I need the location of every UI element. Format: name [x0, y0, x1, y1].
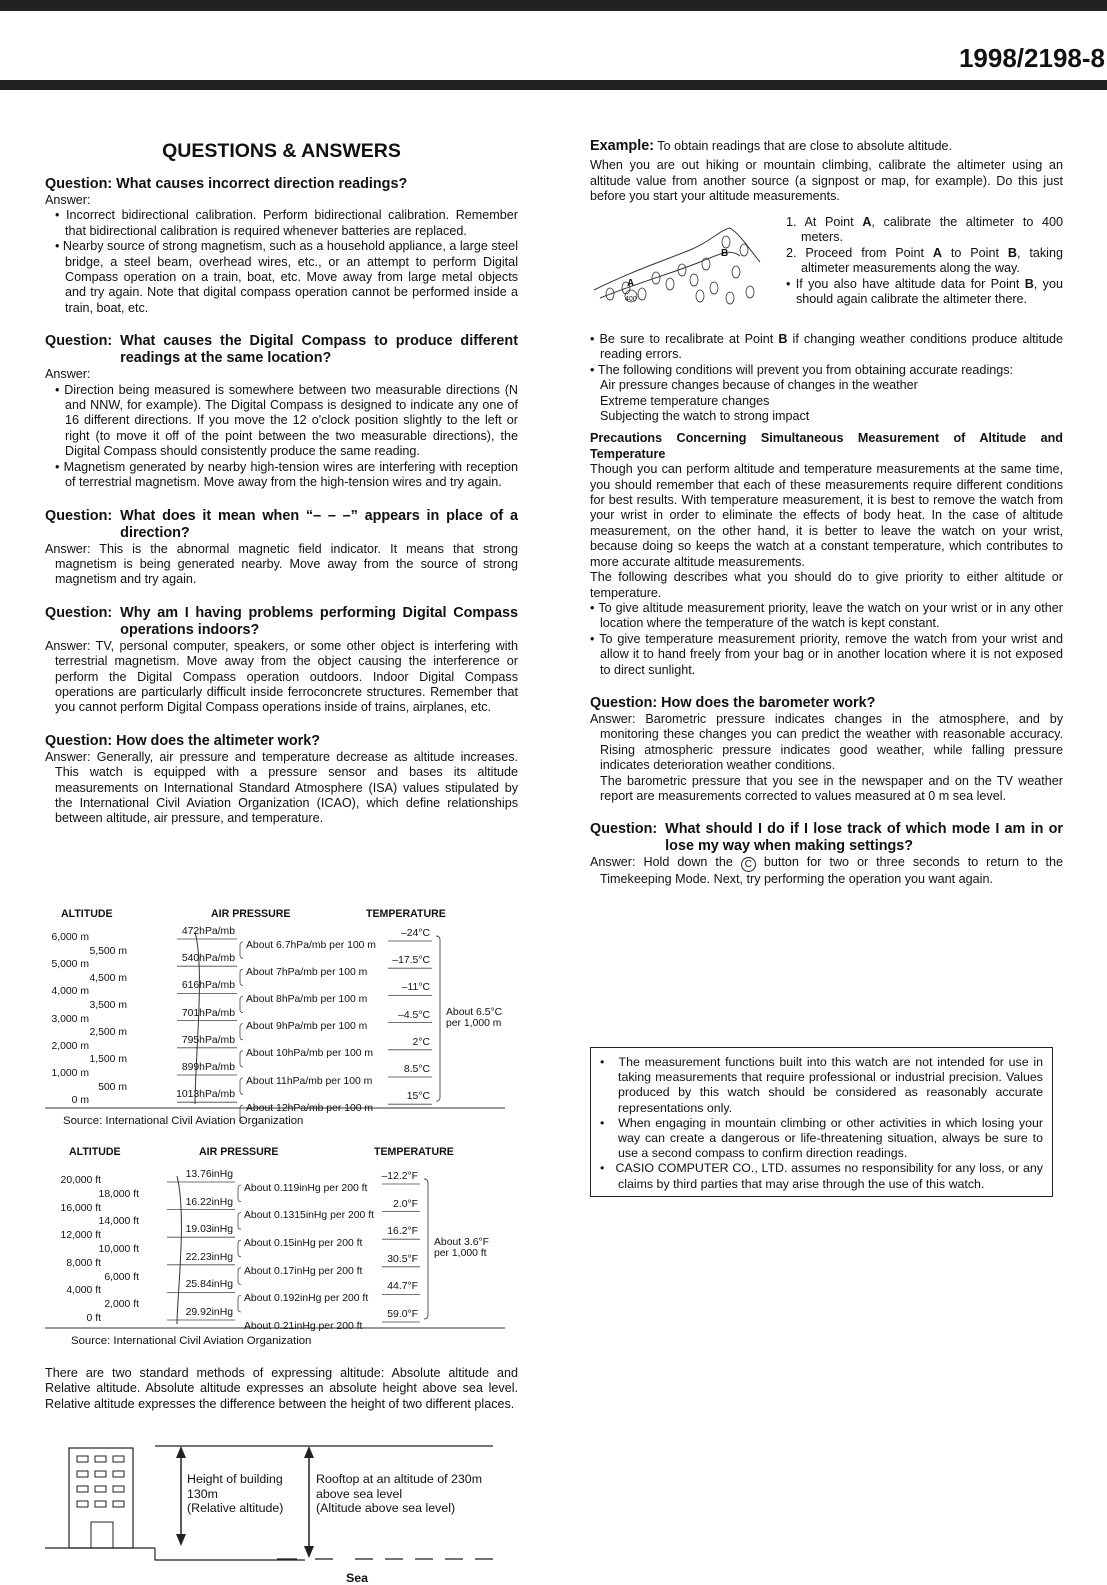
lapse-rate: per 1,000 m: [446, 1017, 502, 1029]
answer-text: Answer: Barometric pressure indicates changes in the atmosphere, and by monitoring these changes you can predict the weather with reasonable accuracy. Rising atmospheric pressure indicates good weather, while falling pressure indicates deterioration weather conditions.: [590, 711, 1063, 773]
list-item: • Nearby source of strong magnetism, such as a household appliance, a large steel bridge, a steel beam, overhead wires, etc., or an attempt to perform Digital Compass operation on a train, boat, etc. Move away from large metal objects and try again. Note that digital compass operation cannot be performed inside a train, boat, etc.: [55, 239, 518, 316]
answer-text: Answer: Generally, air pressure and temperature decrease as altitude increases. This watch is equipped with a pressure sensor and bases its altitude measurements on International Standard Atmosphere (ISA) values stipulated by the International Civil Aviation Organization (ICAO), which define relationships between altitude, air pressure, and temperature.: [45, 749, 518, 826]
step-2: 2. Proceed from Point A to Point B, taking altimeter measurements along the way.: [786, 245, 1063, 276]
list-item: • Be sure to recalibrate at Point B if changing weather conditions produce altitude reading errors.: [590, 332, 1063, 362]
altitude-value: 6,000 ft: [104, 1271, 139, 1283]
example-steps: [786, 215, 1063, 307]
rate-bracket: [240, 969, 243, 985]
question-7: Question: What should I do if I lose track of which mode I am in or lose my way when making settings?: [590, 821, 1063, 855]
question-2: Question: What causes the Digital Compass to produce different readings at the same location?: [45, 333, 518, 367]
c-button-icon: C: [741, 857, 756, 872]
pressure-rate: About 11hPa/mb per 100 m: [246, 1075, 373, 1087]
answer-text: Answer: This is the abnormal magnetic field indicator. It means that strong magnetism is being generated nearby. Move away from the source of strong magnetism and try again.: [45, 541, 518, 587]
point-b-label: B: [721, 248, 729, 259]
altitude-value: 0 m: [71, 1095, 89, 1107]
notice-item: • When engaging in mountain climbing or other activities in which losing your way can create a dangerous or life-threatening situation, always be sure to use a second compass to confirm direction readings.: [600, 1116, 1043, 1162]
building-diagram: [45, 1440, 505, 1585]
temperature-value: –17.5°C: [392, 955, 430, 967]
pressure-value: 13.76inHg: [185, 1169, 233, 1180]
pressure-value: 16.22inHg: [185, 1196, 233, 1208]
list-item: • To give temperature measurement priority, remove the watch from your wrist and allow it to hand freely from your bag or in another location where it is not exposed to direct sunlight.: [590, 631, 1063, 677]
altitude-value: 500 m: [98, 1081, 127, 1093]
pressure-value: 472hPa/mb: [181, 926, 235, 937]
rate-bracket: [238, 1185, 241, 1202]
list-item: • Magnetism generated by nearby high-tension wires are interfering with reception of terrestrial magnetism. Move away from the high-tension wires and try again.: [55, 460, 518, 491]
answer-text: Answer: Hold down the C button for two or three seconds to return to the Timekeeping Mode. Next, try performing the operation you want again.: [590, 855, 1063, 887]
pressure-value: 540hPa/mb: [181, 953, 235, 965]
rate-bracket: [240, 996, 243, 1012]
altitude-value: 10,000 ft: [98, 1244, 139, 1255]
list-item: • The following conditions will prevent you from obtaining accurate readings:: [590, 362, 1014, 377]
hiking-map: [590, 222, 790, 322]
building-windows: [77, 1456, 124, 1548]
top-rule: [0, 0, 1107, 11]
altitude-value: 18,000 ft: [98, 1188, 139, 1200]
pressure-rate: About 7hPa/mb per 100 m: [246, 966, 368, 978]
lapse-bracket: [424, 1179, 428, 1319]
question-6: Question: How does the barometer work?: [590, 694, 876, 711]
temperature-value: 44.7°F: [387, 1281, 418, 1293]
pressure-value: 1013hPa/mb: [176, 1089, 235, 1101]
condition-item: Subjecting the watch to strong impact: [600, 409, 810, 424]
pressure-rate: About 0.17inHg per 200 ft: [244, 1265, 363, 1277]
altitude-value: 2,000 ft: [104, 1299, 139, 1311]
point-a-label: A: [627, 278, 635, 289]
header-rule: [0, 80, 1107, 90]
notice-item: • The measurement functions built into this watch are not intended for use in taking measurements that require professional or industrial precision. Values produced by this watch should be considered as reasonably accurate representations only.: [600, 1055, 1043, 1116]
rate-bracket: [240, 1051, 243, 1067]
altitude-value: 5,500 m: [89, 945, 127, 957]
altitude-value: 16,000 ft: [60, 1202, 101, 1214]
precautions-paragraph: The following describes what you should do to give priority to either altitude or temperature.: [590, 570, 1063, 600]
lapse-bracket: [436, 936, 440, 1101]
altitude-value: 0 ft: [86, 1313, 101, 1324]
pressure-value: 899hPa/mb: [181, 1062, 235, 1073]
pressure-rate: About 0.15inHg per 200 ft: [244, 1238, 363, 1249]
table-header: TEMPERATURE: [366, 908, 446, 920]
altitude-value: 4,000 ft: [66, 1285, 101, 1297]
temperature-value: 8.5°C: [403, 1064, 430, 1075]
lapse-rate: About 6.5°C: [446, 1006, 503, 1018]
point-a-value: 400: [625, 296, 637, 303]
temperature-value: 15°C: [406, 1091, 430, 1103]
temperature-value: 2.0°F: [393, 1198, 418, 1210]
table-header: TEMPERATURE: [374, 1146, 454, 1158]
question-4: Question: Why am I having problems performing Digital Compass operations indoors?: [45, 604, 518, 638]
pressure-rate: About 10hPa/mb per 100 m: [246, 1048, 374, 1060]
pressure-value: 616hPa/mb: [181, 980, 235, 992]
rate-bracket: [238, 1240, 241, 1257]
altitude-value: 6,000 m: [51, 932, 89, 943]
condition-item: Air pressure changes because of changes in the weather: [600, 378, 918, 393]
pressure-rate: About 12hPa/mb per 100 m: [246, 1102, 374, 1114]
rate-bracket: [240, 1078, 243, 1094]
question-5: Question: How does the altimeter work?: [45, 732, 321, 749]
pressure-rate: About 0.119inHg per 200 ft: [244, 1182, 368, 1194]
step-1: 1. At Point A, calibrate the altimeter to 400 meters.: [786, 215, 1063, 245]
list-item: • To give altitude measurement priority, leave the watch on your wrist or in any other location where the temperature of the watch is kept constant.: [590, 600, 1063, 631]
rate-bracket: [238, 1213, 241, 1230]
table-header: ALTITUDE: [61, 908, 113, 920]
condition-item: Extreme temperature changes: [600, 393, 770, 408]
example-paragraph: When you are out hiking or mountain climbing, calibrate the altimeter using an altitude value from another source (a signpost or map, for example). Do this just before you start your altitude measurements.: [590, 158, 1063, 204]
page-title: QUESTIONS & ANSWERS: [162, 140, 401, 162]
altitude-value: 12,000 ft: [60, 1230, 101, 1242]
temperature-value: –11°C: [401, 982, 430, 994]
right-column-main: [590, 332, 1063, 888]
temperature-value: –4.5°C: [398, 1009, 430, 1021]
temperature-value: 59.0°F: [387, 1309, 418, 1320]
table-source: Source: International Civil Aviation Organization: [63, 1115, 304, 1127]
answer-label: Answer:: [45, 367, 91, 382]
document-number: 1998/2198-8: [958, 43, 1105, 73]
pressure-rate: About 9hPa/mb per 100 m: [246, 1021, 368, 1033]
pressure-value: 19.03inHg: [185, 1224, 233, 1236]
precautions-paragraph: Though you can perform altitude and temperature measurements at the same time, you should remember that each of these measurements require different conditions for best results. With temperature measurement, it is best to remove the watch from your wrist in order to eliminate the effects of body heat. In the case of altitude measurement, on the other hand, it is better to leave the watch on your wrist, because doing so keeps the watch at a constant temperature, which contributes to more accurate altitude measurements.: [590, 462, 1063, 569]
pressure-value: 795hPa/mb: [181, 1034, 235, 1046]
pressure-rate: About 0.21inHg per 200 ft: [244, 1320, 363, 1332]
sea-level-altitude-label: Rooftop at an altitude of 230m above sea level (Altitude above sea level): [316, 1472, 483, 1516]
rate-bracket: [238, 1268, 241, 1285]
right-column-top: [590, 139, 1063, 205]
pressure-rate: About 8hPa/mb per 100 m: [246, 994, 368, 1005]
list-item: • Incorrect bidirectional calibration. Perform bidirectional calibration. Remember that bidirectional calibration is required whenever batteries are replaced.: [55, 208, 518, 239]
pressure-value: 29.92inHg: [185, 1307, 233, 1318]
altitude-table-imperial: [45, 1146, 515, 1361]
precautions-title: Precautions Concerning Simultaneous Measurement of Altitude and Temperature: [590, 431, 1063, 461]
answer-list: [55, 208, 518, 316]
table-header: AIR PRESSURE: [199, 1146, 279, 1158]
altitude-value: 3,000 m: [51, 1013, 89, 1025]
answer-list: [55, 383, 518, 491]
pressure-value: 701hPa/mb: [181, 1007, 235, 1019]
temperature-value: –12.2°F: [381, 1171, 418, 1182]
mountain-illustration: [590, 222, 790, 322]
rate-bracket: [240, 942, 243, 958]
temperature-value: 16.2°F: [387, 1226, 418, 1238]
answer-text: The barometric pressure that you see in the newspaper and on the TV weather report are measurements corrected to values measured at 0 m sea level.: [600, 773, 1063, 803]
altitude-value: 14,000 ft: [98, 1216, 139, 1228]
lapse-rate: About 3.6°F: [434, 1237, 489, 1248]
altitude-value: 1,500 m: [89, 1054, 127, 1066]
answer-label: Answer:: [45, 193, 91, 207]
altitude-value: 2,500 m: [89, 1027, 127, 1039]
altitude-table-metric: [45, 908, 515, 1133]
building-shape: [69, 1448, 133, 1548]
table-header: ALTITUDE: [69, 1146, 121, 1158]
notice-box: [590, 1047, 1053, 1197]
pressure-value: 25.84inHg: [185, 1279, 233, 1291]
altitude-value: 2,000 m: [51, 1040, 89, 1052]
lapse-rate: per 1,000 ft: [434, 1248, 487, 1259]
altitude-value: 4,000 m: [51, 986, 89, 998]
step-3: • If you also have altitude data for Point B, you should again calibrate the altimeter there.: [786, 276, 1063, 307]
temperature-value: –24°C: [401, 928, 430, 939]
altitude-value: 4,500 m: [89, 972, 127, 984]
left-column: [45, 140, 518, 827]
answer-text: Answer: TV, personal computer, speakers, or some other object is interfering with terrestrial magnetism. Move away from the object causing the interference or perform the Digital Compass operation outdoors. Indoor Digital Compass operations are particularly difficult inside ferroconcrete structures. Remember that you cannot perform Digital Compass operations inside of trains, airplanes, etc.: [45, 638, 518, 715]
question-1: Question: What causes incorrect direction readings?: [45, 176, 408, 192]
rate-bracket: [240, 1024, 243, 1040]
rate-bracket: [238, 1295, 241, 1312]
question-3: Question: What does it mean when “– – –” appears in place of a direction?: [45, 507, 518, 541]
altitude-text: There are two standard methods of expressing altitude: Absolute altitude and Relative altitude. Absolute altitude expresses an absolute height above sea level. Relative altitude expresses the difference between the height of two different places.: [45, 1366, 518, 1411]
temperature-value: 30.5°F: [387, 1253, 418, 1265]
table-source: Source: International Civil Aviation Organization: [71, 1335, 312, 1347]
temperature-value: 2°C: [412, 1036, 430, 1048]
altitude-value: 8,000 ft: [66, 1257, 101, 1269]
pressure-rate: About 0.192inHg per 200 ft: [244, 1293, 369, 1305]
altitude-value: 3,500 m: [89, 1000, 127, 1011]
notice-item: • CASIO COMPUTER CO., LTD. assumes no responsibility for any loss, or any claims by third parties that may arise through the use of this watch.: [600, 1161, 1043, 1191]
list-item: • Direction being measured is somewhere between two measurable directions (N and NNW, for example). The Digital Compass is designed to indicate any one of 16 different directions. If you move the 12 o'clock position slightly to the left or right (to move it off of the point between the two measurable directions), the Digital Compass should consistently produce the same reading.: [55, 383, 518, 460]
altitude-value: 1,000 m: [51, 1068, 89, 1079]
pressure-rate: About 6.7hPa/mb per 100 m: [246, 939, 376, 951]
sea-label: Sea: [346, 1571, 369, 1585]
relative-altitude-label: Height of building 130m (Relative altitude): [187, 1472, 284, 1516]
example-heading: Example: To obtain readings that are close to absolute altitude.: [590, 138, 953, 154]
pressure-value: 22.23inHg: [185, 1251, 233, 1263]
table-header: AIR PRESSURE: [211, 908, 291, 920]
altitude-value: 5,000 m: [51, 959, 89, 971]
pressure-rate: About 0.1315inHg per 200 ft: [244, 1210, 374, 1222]
altitude-explanation: [45, 1366, 518, 1412]
altitude-value: 20,000 ft: [60, 1175, 101, 1186]
